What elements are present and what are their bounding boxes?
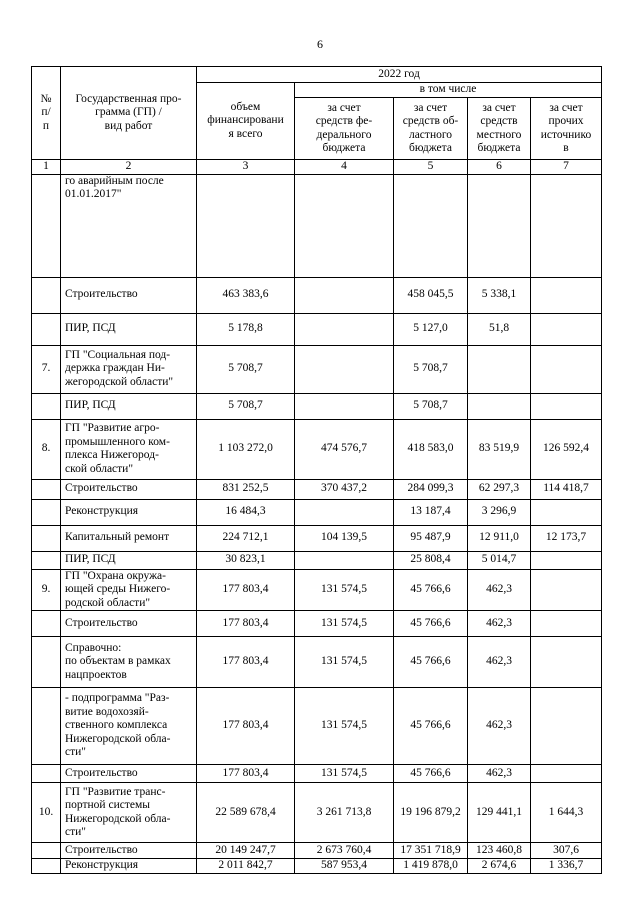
cell-federal: [295, 174, 394, 277]
cell-total: 20 149 247,7: [197, 843, 295, 859]
cell-name: Строительство: [61, 765, 197, 783]
cell-other: 307,6: [531, 843, 602, 859]
table-row: [32, 313, 602, 345]
cell-regional: 13 187,4: [394, 499, 468, 525]
table-row: [32, 174, 602, 277]
cell-other: [531, 551, 602, 569]
cell-local: 2 674,6: [468, 859, 531, 874]
cell-local: 83 519,9: [468, 419, 531, 479]
cell-other: [531, 345, 602, 393]
column-number-row: [32, 160, 602, 175]
cell-num: 10.: [32, 783, 61, 843]
cell-federal: 587 953,4: [295, 859, 394, 874]
cell-regional: 5 708,7: [394, 345, 468, 393]
cell-total: 177 803,4: [197, 637, 295, 688]
cell-num: [32, 525, 61, 551]
cell-regional: 45 766,6: [394, 688, 468, 765]
cell-name: Строительство: [61, 611, 197, 637]
cell-name: Строительство: [61, 277, 197, 313]
cell-local: 462,3: [468, 569, 531, 611]
cell-name: ГП "Социальная под- держка граждан Ни- жегородской области": [61, 345, 197, 393]
cell-regional: 25 808,4: [394, 551, 468, 569]
cell-num: [32, 688, 61, 765]
cell-name: Реконструкция: [61, 499, 197, 525]
cell-num: [32, 843, 61, 859]
cell-other: 1 644,3: [531, 783, 602, 843]
cell-local: 51,8: [468, 313, 531, 345]
cell-federal: 104 139,5: [295, 525, 394, 551]
cell-other: [531, 313, 602, 345]
cell-local: [468, 174, 531, 277]
cell-total: 22 589 678,4: [197, 783, 295, 843]
financing-table: [31, 66, 602, 874]
col-index: 5: [394, 160, 468, 175]
cell-federal: [295, 313, 394, 345]
cell-total: 831 252,5: [197, 479, 295, 499]
cell-local: 129 441,1: [468, 783, 531, 843]
cell-num: [32, 765, 61, 783]
cell-name: Строительство: [61, 479, 197, 499]
table-row: [32, 783, 602, 843]
cell-federal: [295, 551, 394, 569]
cell-total: 177 803,4: [197, 569, 295, 611]
header-year: 2022 год: [197, 67, 602, 83]
cell-federal: 131 574,5: [295, 637, 394, 688]
cell-local: 123 460,8: [468, 843, 531, 859]
cell-local: 12 911,0: [468, 525, 531, 551]
cell-total: 177 803,4: [197, 688, 295, 765]
cell-num: [32, 277, 61, 313]
cell-federal: [295, 393, 394, 419]
cell-federal: 370 437,2: [295, 479, 394, 499]
cell-name: ГП "Развитие транс- портной системы Нижегородской обла- сти": [61, 783, 197, 843]
table-row: [32, 843, 602, 859]
cell-num: [32, 611, 61, 637]
cell-local: [468, 393, 531, 419]
cell-other: [531, 277, 602, 313]
cell-name: ПИР, ПСД: [61, 551, 197, 569]
cell-other: [531, 393, 602, 419]
header-other: за счет прочих источнико в: [531, 98, 602, 160]
col-index: 4: [295, 160, 394, 175]
cell-federal: 131 574,5: [295, 569, 394, 611]
cell-federal: 2 673 760,4: [295, 843, 394, 859]
cell-other: [531, 174, 602, 277]
cell-local: 3 296,9: [468, 499, 531, 525]
cell-local: 62 297,3: [468, 479, 531, 499]
cell-name: ГП "Охрана окружа- ющей среды Нижего- родской области": [61, 569, 197, 611]
cell-num: [32, 859, 61, 874]
table-row: [32, 479, 602, 499]
cell-total: 177 803,4: [197, 611, 295, 637]
table-row: [32, 688, 602, 765]
cell-other: [531, 637, 602, 688]
cell-total: 224 712,1: [197, 525, 295, 551]
cell-other: [531, 569, 602, 611]
table-row: [32, 499, 602, 525]
cell-total: 2 011 842,7: [197, 859, 295, 874]
cell-total: 5 708,7: [197, 345, 295, 393]
table-row: [32, 419, 602, 479]
cell-num: 9.: [32, 569, 61, 611]
cell-num: [32, 313, 61, 345]
cell-local: 462,3: [468, 765, 531, 783]
cell-other: 12 173,7: [531, 525, 602, 551]
cell-num: 8.: [32, 419, 61, 479]
table-row: [32, 569, 602, 611]
cell-regional: 45 766,6: [394, 569, 468, 611]
table-row: [32, 611, 602, 637]
table-row: [32, 859, 602, 874]
cell-regional: 418 583,0: [394, 419, 468, 479]
cell-regional: 95 487,9: [394, 525, 468, 551]
cell-regional: 458 045,5: [394, 277, 468, 313]
cell-total: [197, 174, 295, 277]
cell-num: [32, 174, 61, 277]
cell-regional: 5 708,7: [394, 393, 468, 419]
header-total: объем финансировани я всего: [197, 83, 295, 160]
header-col-name: Государственная про- грамма (ГП) / вид работ: [61, 67, 197, 160]
cell-total: 5 178,8: [197, 313, 295, 345]
page-number: 6: [317, 37, 323, 51]
cell-other: [531, 765, 602, 783]
col-index: 1: [32, 160, 61, 175]
cell-federal: 131 574,5: [295, 611, 394, 637]
header-local: за счет средств местного бюджета: [468, 98, 531, 160]
cell-local: 462,3: [468, 637, 531, 688]
cell-name: ПИР, ПСД: [61, 313, 197, 345]
cell-regional: 45 766,6: [394, 765, 468, 783]
cell-num: [32, 393, 61, 419]
cell-name: Строительство: [61, 843, 197, 859]
cell-name: Справочно: по объектам в рамках нацпроектов: [61, 637, 197, 688]
cell-other: [531, 688, 602, 765]
cell-federal: 131 574,5: [295, 688, 394, 765]
header-regional: за счет средств об- ластного бюджета: [394, 98, 468, 160]
col-index: 3: [197, 160, 295, 175]
cell-other: [531, 611, 602, 637]
cell-total: 463 383,6: [197, 277, 295, 313]
cell-total: 16 484,3: [197, 499, 295, 525]
cell-num: [32, 637, 61, 688]
cell-local: 5 014,7: [468, 551, 531, 569]
cell-federal: [295, 345, 394, 393]
table-row: [32, 765, 602, 783]
cell-federal: 3 261 713,8: [295, 783, 394, 843]
cell-other: 1 336,7: [531, 859, 602, 874]
cell-name: го аварийным после 01.01.2017": [61, 174, 197, 277]
cell-federal: 474 576,7: [295, 419, 394, 479]
cell-other: 114 418,7: [531, 479, 602, 499]
col-index: 7: [531, 160, 602, 175]
header-including: в том числе: [295, 83, 602, 98]
header-federal: за счет средств фе- дерального бюджета: [295, 98, 394, 160]
col-index: 6: [468, 160, 531, 175]
cell-total: 177 803,4: [197, 765, 295, 783]
cell-num: [32, 479, 61, 499]
cell-name: ГП "Развитие агро- промышленного ком- плекса Нижегород- ской области": [61, 419, 197, 479]
cell-num: [32, 499, 61, 525]
table-row: [32, 551, 602, 569]
cell-num: 7.: [32, 345, 61, 393]
cell-regional: 1 419 878,0: [394, 859, 468, 874]
cell-federal: [295, 277, 394, 313]
cell-local: [468, 345, 531, 393]
cell-name: ПИР, ПСД: [61, 393, 197, 419]
table-row: [32, 277, 602, 313]
cell-federal: [295, 499, 394, 525]
col-index: 2: [61, 160, 197, 175]
cell-regional: 19 196 879,2: [394, 783, 468, 843]
cell-local: 462,3: [468, 688, 531, 765]
cell-regional: 284 099,3: [394, 479, 468, 499]
cell-name: Капитальный ремонт: [61, 525, 197, 551]
cell-federal: 131 574,5: [295, 765, 394, 783]
cell-other: 126 592,4: [531, 419, 602, 479]
cell-other: [531, 499, 602, 525]
cell-local: 5 338,1: [468, 277, 531, 313]
cell-name: - подпрограмма "Раз- витие водохозяй- ственного комплекса Нижегородской обла- сти": [61, 688, 197, 765]
table-row: [32, 345, 602, 393]
cell-total: 5 708,7: [197, 393, 295, 419]
cell-total: 1 103 272,0: [197, 419, 295, 479]
table-row: [32, 637, 602, 688]
header-col-number: № п/ п: [32, 67, 61, 160]
table-row: [32, 525, 602, 551]
cell-local: 462,3: [468, 611, 531, 637]
cell-regional: 5 127,0: [394, 313, 468, 345]
cell-total: 30 823,1: [197, 551, 295, 569]
cell-regional: 17 351 718,9: [394, 843, 468, 859]
cell-regional: 45 766,6: [394, 637, 468, 688]
cell-regional: 45 766,6: [394, 611, 468, 637]
cell-num: [32, 551, 61, 569]
cell-name: Реконструкция: [61, 859, 197, 874]
cell-regional: [394, 174, 468, 277]
table-row: [32, 393, 602, 419]
